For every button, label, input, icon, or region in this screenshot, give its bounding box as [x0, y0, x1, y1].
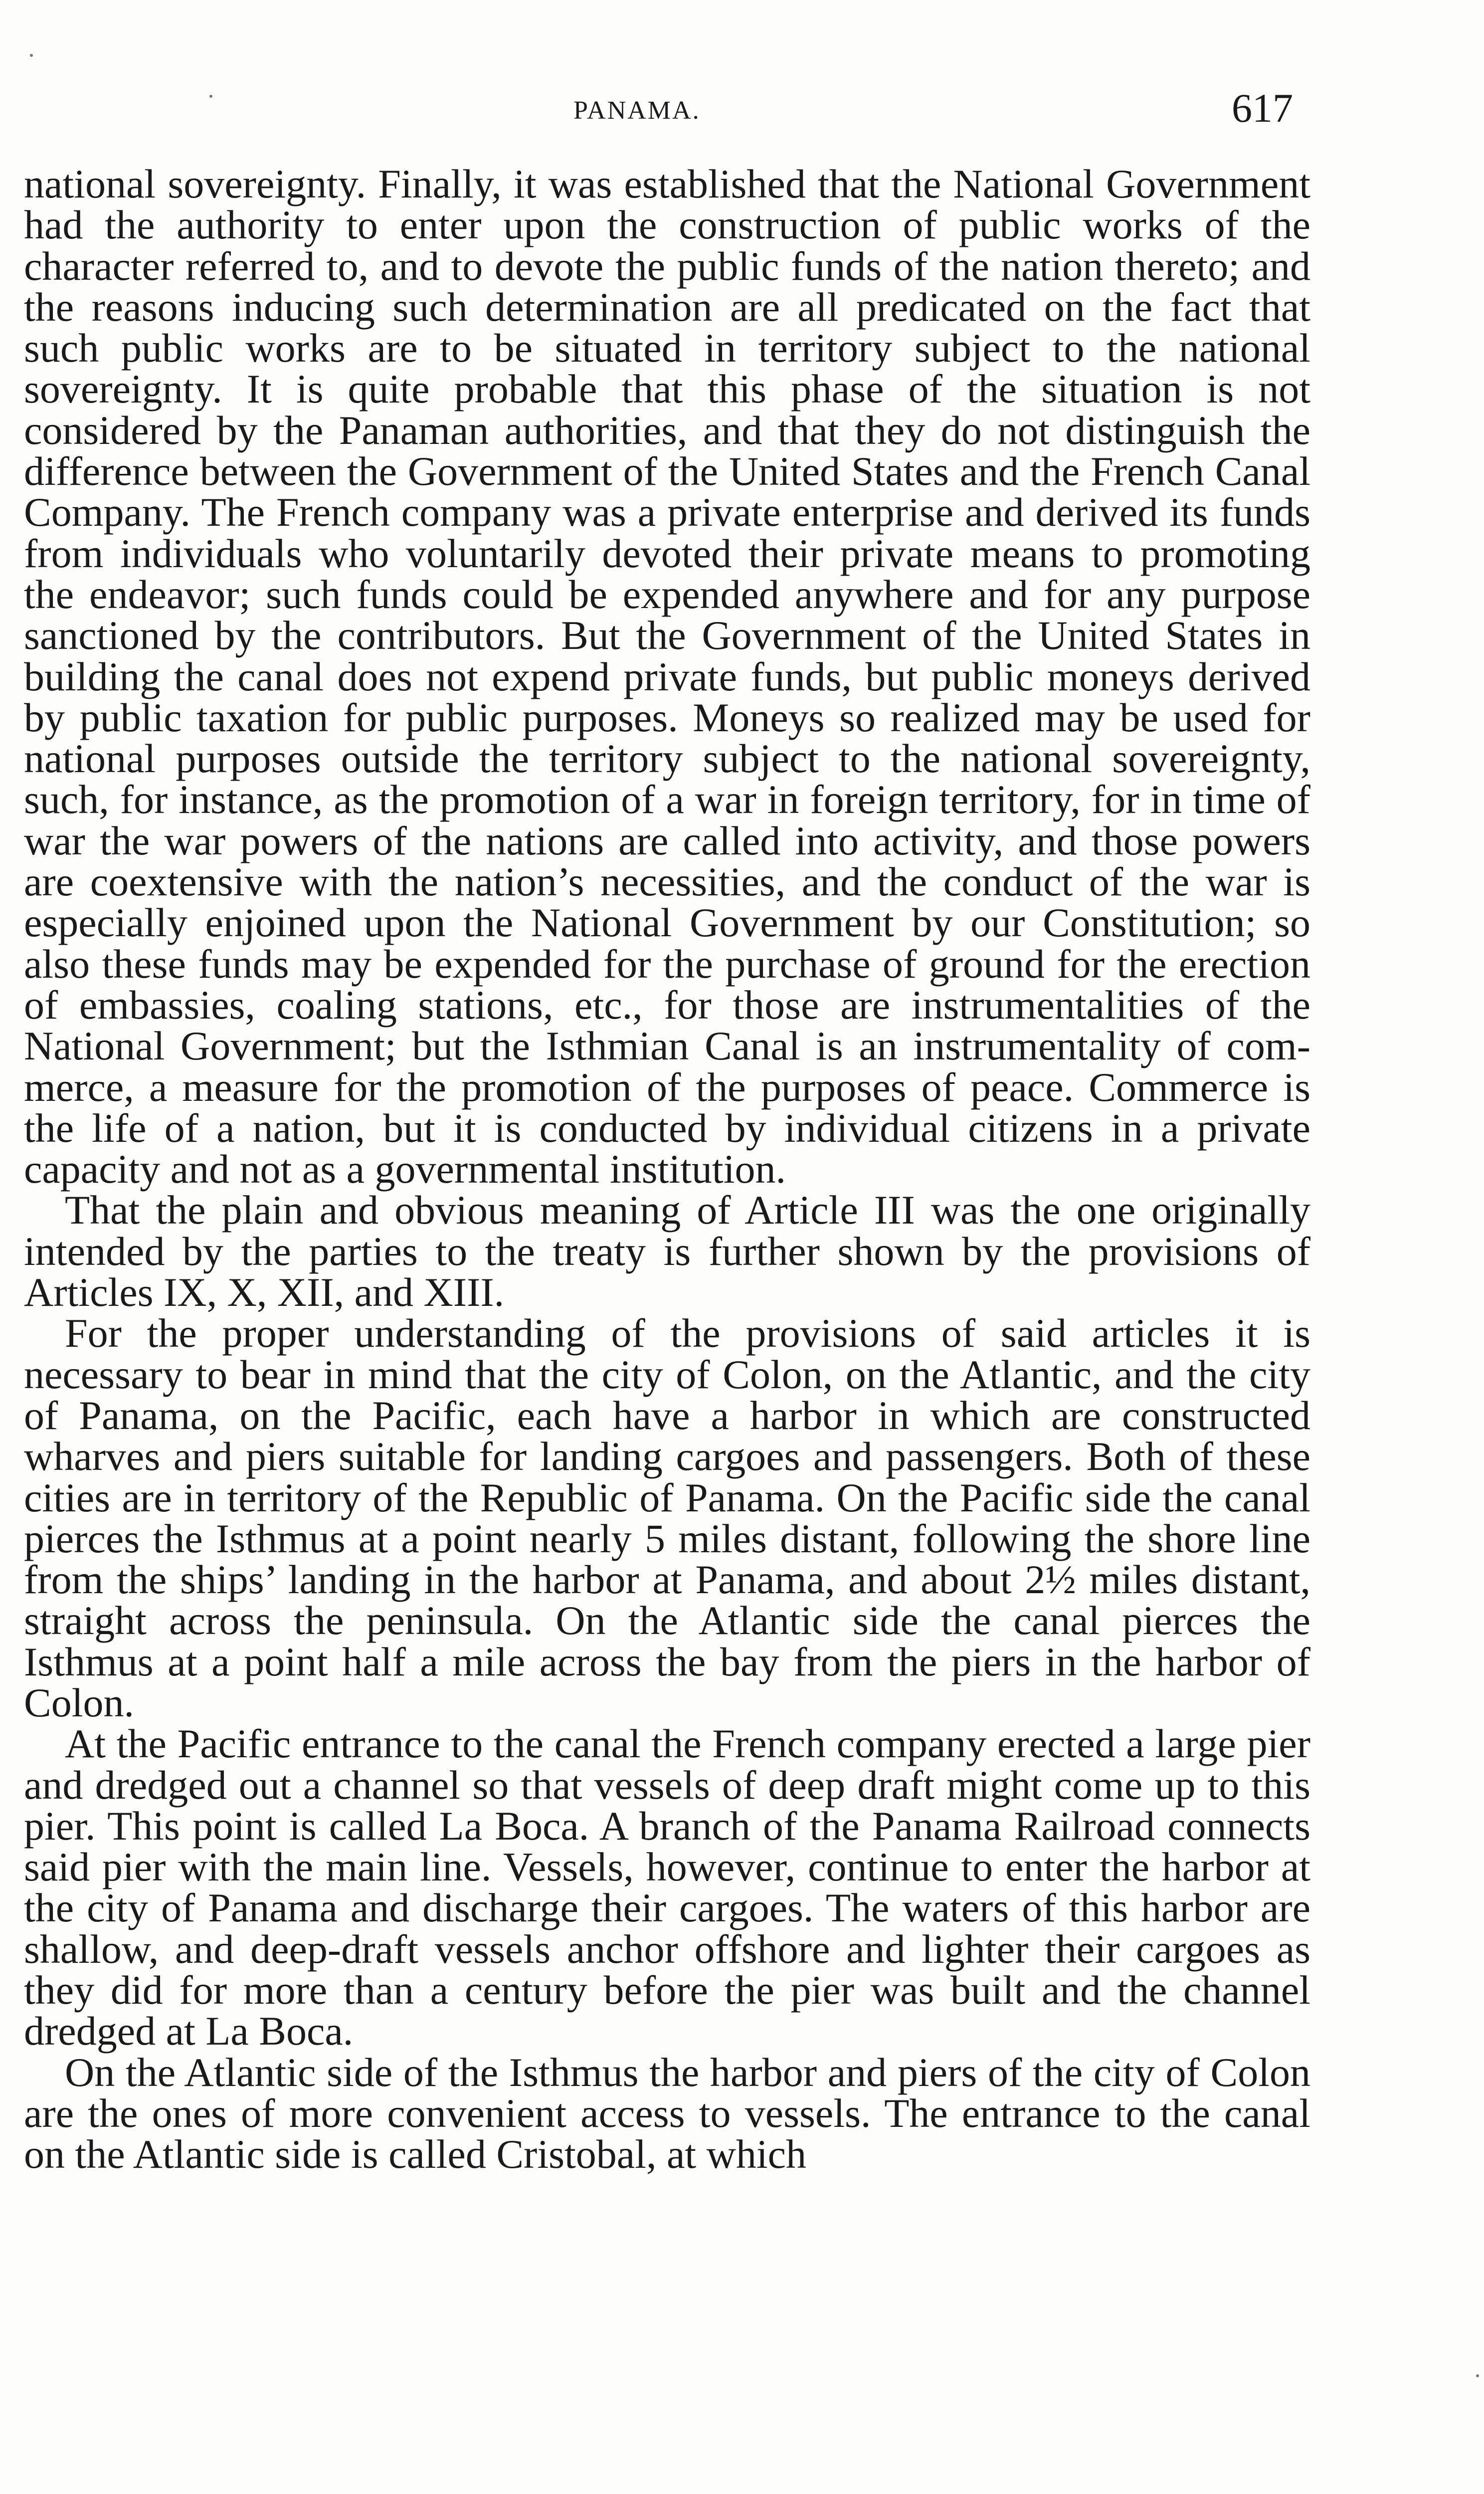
page-number: 617: [1232, 85, 1293, 131]
scan-speck: [30, 54, 33, 57]
scan-speck: [1476, 2374, 1479, 2377]
paragraph-harbors: For the proper understanding of the provisions of said articles it is necessary to bear in mind that the city of Colon, on the Atlantic, and the city of Panama, on the Pacific, each have a harbor in which are constructed wharves and piers suitable for landing cargoes and passengers. Both of these cities are in territory of the Republic of Panama. On the Pacific side the canal pierces the Isthmus at a point nearly 5 miles distant, following the shore line from the ships’ landing in the harbor at Panama, and about 2½ miles distant, straight across the peninsula. On the Atlantic side the canal pierces the Isthmus at a point half a mile across the bay from the piers in the harbor of Colon.: [24, 1310, 1310, 1725]
body-text: [24, 161, 1310, 2177]
paragraph-continued: national sovereignty. Finally, it was established that the National Government had the authority to enter upon the construction of public works of the character referred to, and to devote the public funds of the nation thereto; and the reasons inducing such determination are all predicated on the fact that such public works are to be situated in territory subject to the national sovereignty. It is quite probable that this phase of the situation is not considered by the Panaman authorities, and that they do not distinguish the difference between the Government of the United States and the French Canal Company. The French company was a private enterprise and derived its funds from individuals who voluntarily devoted their private means to promoting the endeavor; such funds could be expended anywhere and for any purpose sanctioned by the contributors. But the Government of the United States in building the canal does not expend private funds, but public moneys derived by public taxation for public purposes. Moneys so realized may be used for national purposes outside the territory subject to the national sovereignty, such, for instance, as the promotion of a war in foreign territory, for in time of war the war powers of the nations are called into activity, and those powers are coextensive with the nation’s necessities, and the conduct of the war is especially enjoined upon the National Government by our Constitution; so also these funds may be expended for the purchase of ground for the erection of embassies, coaling stations, etc., for those are instrumentalities of the National Government; but the Isthmian Canal is an instrumentality of commerce, a measure for the promotion of the purposes of peace. Commerce is the life of a nation, but it is conducted by individual citizens in a private capacity and not as a governmental institution.: [24, 161, 1310, 1192]
paragraph-la-boca: At the Pacific entrance to the canal the French company erected a large pier and dredged out a channel so that vessels of deep draft might come up to this pier. This point is called La Boca. A branch of the Panama Railroad connects said pier with the main line. Vessels, however, continue to enter the harbor at the city of Panama and discharge their cargoes. The waters of this harbor are shallow, and deep-draft vessels anchor offshore and lighter their cargoes as they did for more than a century before the pier was built and the channel dredged at La Boca.: [24, 1721, 1310, 2054]
paragraph-article-three: That the plain and obvious meaning of Article III was the one originally intended by the parties to the treaty is further shown by the provisions of Articles IX, X, XII, and XIII.: [24, 1187, 1310, 1315]
running-head-title: PANAMA.: [573, 96, 701, 125]
running-header: [0, 85, 1484, 130]
scan-speck: [209, 95, 212, 98]
paragraph-cristobal: On the Atlantic side of the Isthmus the harbor and piers of the city of Colon are the ones of more convenient access to vessels. The entrance to the canal on the Atlantic side is called Cristobal, at which: [24, 2049, 1310, 2177]
